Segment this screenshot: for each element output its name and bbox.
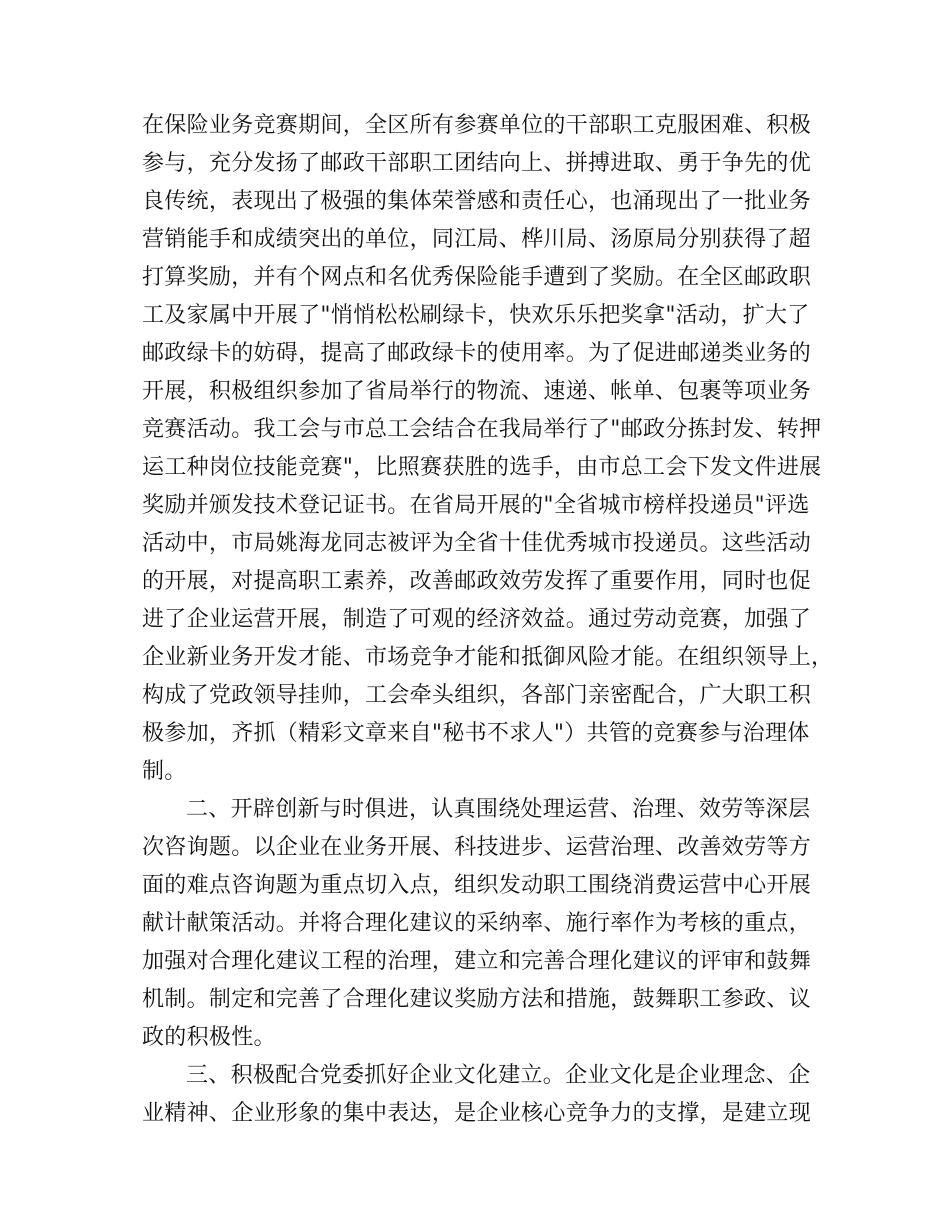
text-line: 政的积极性。 <box>142 1025 276 1050</box>
text-line: 加强对合理化建议工程的治理，建立和完善合理化建议的评审和鼓舞 <box>142 949 812 974</box>
text-line: 打算奖励，并有个网点和名优秀保险能手遭到了奖励。在全区邮政职 <box>142 265 812 290</box>
text-line: 工及家属中开展了"悄悄松松刷绿卡，快欢乐乐把奖拿"活动，扩大了 <box>142 303 810 328</box>
text-line: 营销能手和成绩突出的单位，同江局、桦川局、汤原局分别获得了超 <box>142 227 812 252</box>
text-line: 开展，积极组织参加了省局举行的物流、速递、帐单、包裹等项业务 <box>142 379 812 404</box>
document-body <box>142 107 834 1133</box>
text-line: 的开展，对提高职工素养，改善邮政效劳发挥了重要作用，同时也促 <box>142 569 812 594</box>
text-line: 竞赛活动。我工会与市总工会结合在我局举行了"邮政分拣封发、转押 <box>142 417 822 442</box>
text-line: 次咨询题。以企业在业务开展、科技进步、运营治理、改善效劳等方 <box>142 835 812 860</box>
paragraph-first-line: 三、积极配合党委抓好企业文化建立。企业文化是企业理念、企 <box>186 1063 811 1088</box>
text-line: 献计献策活动。并将合理化建议的采纳率、施行率作为考核的重点， <box>142 911 812 936</box>
text-line: 进了企业运营开展，制造了可观的经济效益。通过劳动竞赛，加强了 <box>142 607 812 632</box>
text-line: 奖励并颁发技术登记证书。在省局开展的"全省城市榜样投递员"评选 <box>142 493 810 518</box>
text-line: 企业新业务开发才能、市场竞争才能和抵御风险才能。在组织领导上， <box>142 645 834 670</box>
text-line: 业精神、企业形象的集中表达，是企业核心竞争力的支撑，是建立现 <box>142 1101 812 1126</box>
text-line: 构成了党政领导挂帅，工会牵头组织，各部门亲密配合，广大职工积 <box>142 683 812 708</box>
text-line: 在保险业务竞赛期间，全区所有参赛单位的干部职工克服困难、积极 <box>142 113 812 138</box>
text-line: 面的难点咨询题为重点切入点，组织发动职工围绕消费运营中心开展 <box>142 873 812 898</box>
text-line: 参与，充分发扬了邮政干部职工团结向上、拼搏进取、勇于争先的优 <box>142 151 812 176</box>
text-line: 邮政绿卡的妨碍，提高了邮政绿卡的使用率。为了促进邮递类业务的 <box>142 341 812 366</box>
text-line: 良传统，表现出了极强的集体荣誉感和责任心，也涌现出了一批业务 <box>142 189 812 214</box>
paragraph-first-line: 二、开辟创新与时俱进，认真围绕处理运营、治理、效劳等深层 <box>186 797 811 822</box>
text-line: 运工种岗位技能竞赛"，比照赛获胜的选手，由市总工会下发文件进展 <box>142 455 822 480</box>
text-line: 制。 <box>142 759 187 784</box>
text-line: 活动中，市局姚海龙同志被评为全省十佳优秀城市投递员。这些活动 <box>142 531 812 556</box>
text-line: 机制。制定和完善了合理化建议奖励方法和措施，鼓舞职工参政、议 <box>142 987 812 1012</box>
text-line: 极参加，齐抓（精彩文章来自"秘书不求人"）共管的竞赛参与治理体 <box>142 721 810 746</box>
